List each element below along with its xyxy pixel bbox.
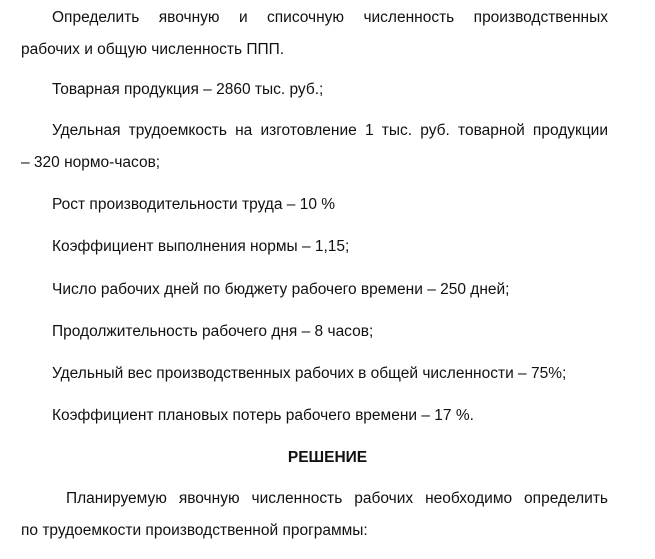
solution-text-line-1: Планируемую явочную численность рабочих необходимо определить (66, 490, 608, 507)
param-norm-fulfillment: Коэффициент выполнения нормы – 1,15; (52, 238, 350, 255)
param-worker-share: Удельный вес производственных рабочих в общей численности – 75%; (52, 365, 567, 382)
param-labor-intensity-line-1: Удельная трудоемкость на изготовление 1 тыс. руб. товарной продукции (52, 122, 608, 139)
param-time-loss: Коэффициент плановых потерь рабочего времени – 17 %. (52, 407, 474, 424)
solution-heading: РЕШЕНИЕ (287, 449, 368, 466)
param-productivity-growth: Рост производительности труда – 10 % (52, 196, 336, 213)
param-working-days: Число рабочих дней по бюджету рабочего времени – 250 дней; (52, 281, 510, 298)
param-workday-length: Продолжительность рабочего дня – 8 часов; (52, 323, 374, 340)
intro-text-line-2: рабочих и общую численность ППП. (21, 41, 285, 58)
intro-text-line-1: Определить явочную и списочную численность производственных (52, 9, 608, 26)
param-commodity-output: Товарная продукция – 2860 тыс. руб.; (52, 81, 324, 98)
param-labor-intensity-line-2: – 320 нормо-часов; (21, 154, 161, 171)
solution-text-line-2: по трудоемкости производственной программы: (21, 522, 368, 539)
